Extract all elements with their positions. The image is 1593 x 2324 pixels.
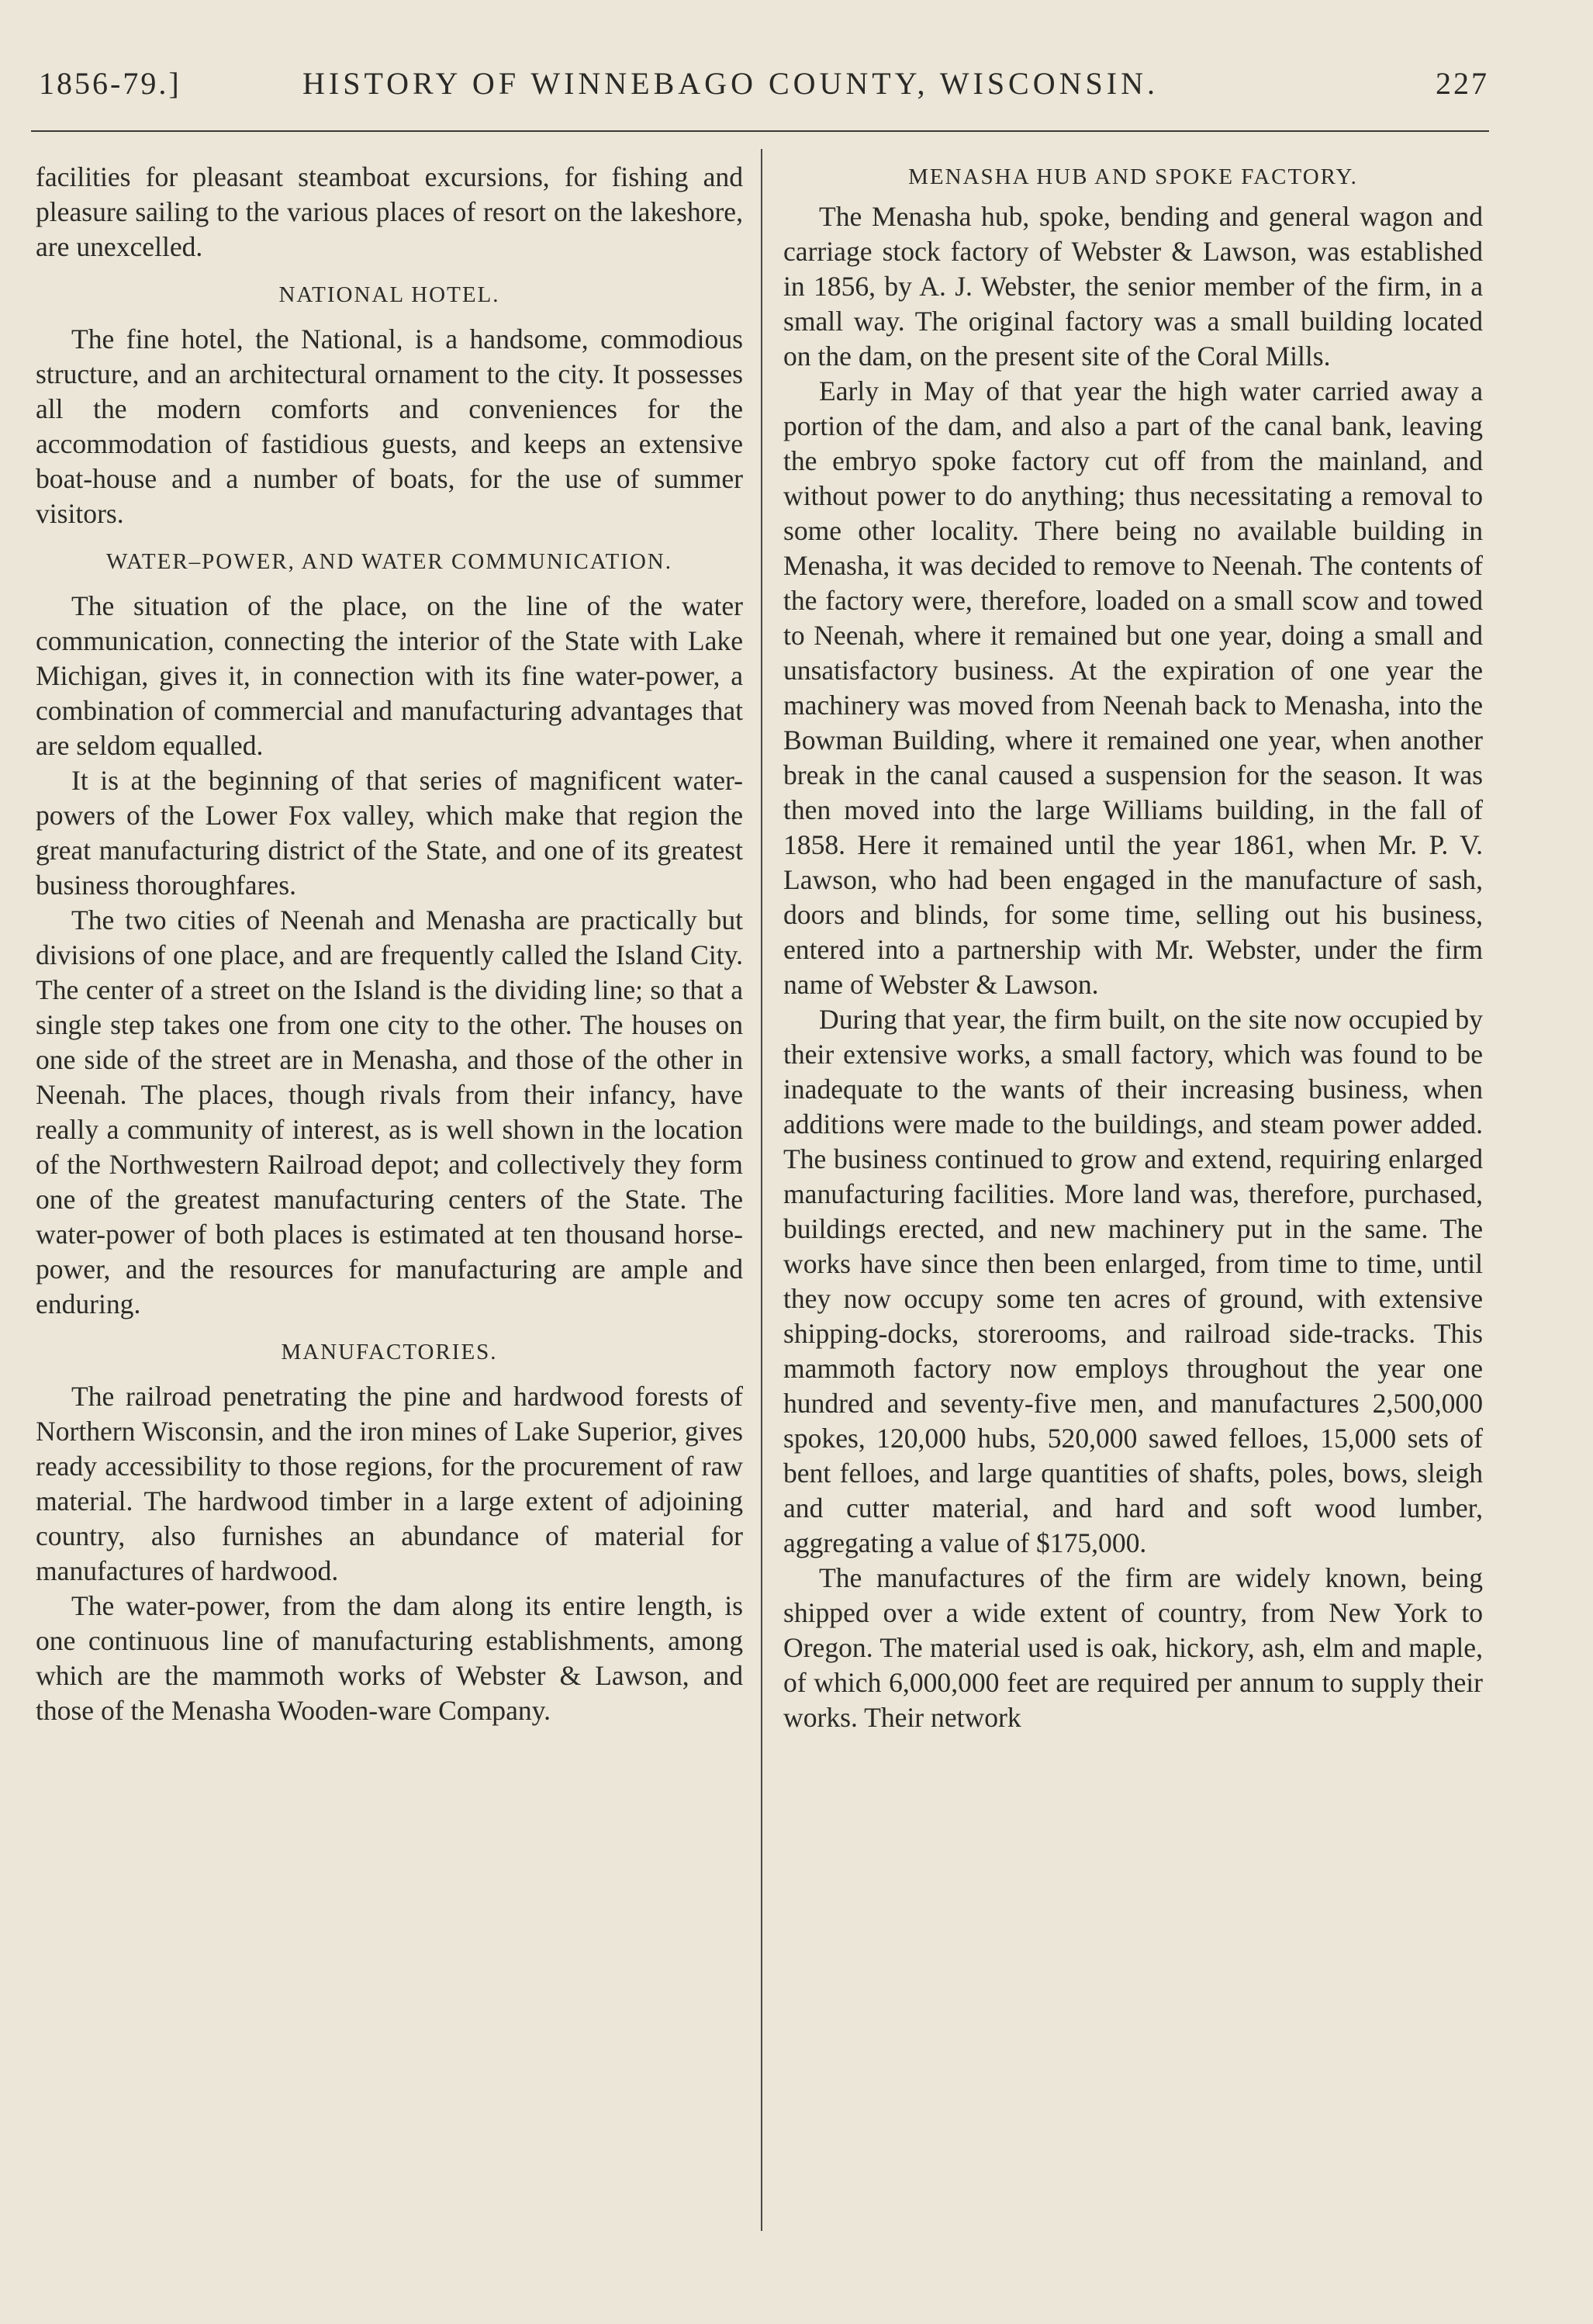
running-header	[31, 65, 1489, 112]
left-column	[36, 160, 743, 1728]
paragraph: The two cities of Neenah and Menasha are practically but divisions of one place, and are frequently called the Island City. The center of a street on the Island is the dividing line; so that a single step takes one from one city to the other. The houses on one side of the street are in Menasha, and those of the other in Neenah. The places, though rivals from their infancy, have really a community of interest, as is well shown in the location of the Northwestern Railroad depot; and collectively they form one of the greatest manufacturing centers of the State. The water-power of both places is estimated at ten thousand horse-power, and the resources for manufacturing are ample and enduring.	[36, 904, 743, 1319]
paragraph: The situation of the place, on the line of the water communication, connecting the interior of the State with Lake Michigan, gives it, in connection with its fine water-power, a combination of commercial and manufacturing advantages that are seldom equalled.	[36, 590, 743, 761]
paragraph: The railroad penetrating the pine and hardwood forests of Northern Wisconsin, and the iron mines of Lake Superior, gives ready accessibility to those regions, for the procurement of raw material. The hardwood timber in a large extent of adjoining country, also furnishes an abundance of material for manufactures of hardwood.	[36, 1381, 743, 1586]
section-heading-manufactories: MANUFACTORIES.	[281, 1340, 498, 1364]
section-heading-hub-spoke-factory: MENASHA HUB AND SPOKE FACTORY.	[908, 164, 1358, 189]
column-divider	[761, 149, 762, 2231]
paragraph: The manufactures of the firm are widely known, being shipped over a wide extent of country, from New York to Oregon. The material used is oak, hickory, ash, elm and maple, of which 6,000,000 feet are required per annum to supply their works. Their network	[783, 1562, 1483, 1733]
paragraph: The fine hotel, the National, is a handsome, commodious structure, and an architectural ornament to the city. It possesses all the modern comforts and conveniences for the accommodation of fastidious guests, and keeps an extensive boat-house and a number of boats, for the use of summer visitors.	[36, 323, 743, 529]
paragraph: During that year, the firm built, on the site now occupied by their extensive works, a small factory, which was found to be inadequate to the wants of their increasing business, when additions were made to the buildings, and steam power added. The business continued to grow and extend, requiring enlarged manufacturing facilities. More land was, therefore, purchased, buildings erected, and new machinery put in the same. The works have since then been enlarged, from time to time, until they now occupy some ten acres of ground, with extensive shipping-docks, storerooms, and railroad side-tracks. This mammoth factory now employs throughout the year one hundred and seventy-five men, and manufactures 2,500,000 spokes, 120,000 hubs, 520,000 sawed felloes, 15,000 sets of bent felloes, and large quantities of shafts, poles, bows, sleigh and cutter material, and hard and soft wood lumber, aggregating a value of $175,000.	[783, 1004, 1483, 1558]
right-column	[783, 160, 1483, 1735]
paragraph: Early in May of that year the high water carried away a portion of the dam, and also a part of the canal bank, leaving the embryo spoke factory cut off from the mainland, and without power to do anything; thus necessitating a removal to some other locality. There being no available building in Menasha, it was decided to remove to Neenah. The contents of the factory were, therefore, loaded on a small scow and towed to Neenah, where it remained but one year, doing a small and unsatisfactory business. At the expiration of one year the machinery was moved from Neenah back to Menasha, into the Bowman Building, where it remained one year, when another break in the canal caused a suspension for the season. It was then moved into the large Williams building, in the fall of 1858. Here it remained until the year 1861, when Mr. P. V. Lawson, who had been engaged in the manufacture of sash, doors and blinds, for some time, selling out his business, entered into a partnership with Mr. Webster, under the firm name of Webster & Lawson.	[783, 375, 1483, 1000]
page-number: 227	[1436, 66, 1489, 101]
header-rule	[31, 130, 1489, 132]
header-years: 1856-79.]	[39, 66, 181, 101]
paragraph: The Menasha hub, spoke, bending and general wagon and carriage stock factory of Webster & Lawson, was established in 1856, by A. J. Webster, the senior member of the firm, in a small way. The original factory was a small building located on the dam, on the present site of the Coral Mills.	[783, 201, 1483, 372]
paragraph: The water-power, from the dam along its entire length, is one continuous line of manufacturing establishments, among which are the mammoth works of Webster & Lawson, and those of the Menasha Wooden-ware Company.	[36, 1590, 743, 1726]
paragraph: facilities for pleasant steamboat excursions, for fishing and pleasure sailing to the various places of resort on the lakeshore, are unexcelled.	[36, 161, 743, 262]
paragraph: It is at the beginning of that series of magnificent water-powers of the Lower Fox valley, which make that region the great manufacturing district of the State, and one of its greatest business thoroughfares.	[36, 765, 743, 901]
section-heading-water-power: WATER–POWER, AND WATER COMMUNICATION.	[106, 549, 672, 574]
header-title: HISTORY OF WINNEBAGO COUNTY, WISCONSIN.	[302, 66, 1159, 101]
section-heading-national-hotel: NATIONAL HOTEL.	[278, 282, 500, 307]
